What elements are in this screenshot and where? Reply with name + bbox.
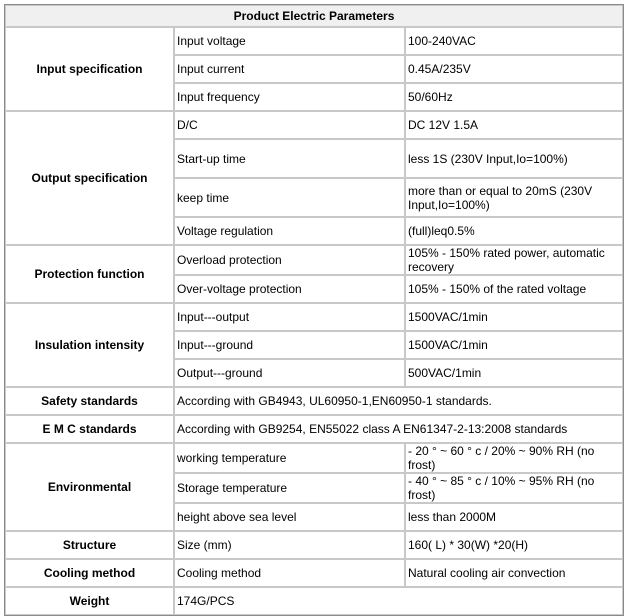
table-row [5, 415, 623, 443]
item-value: 500VAC/1min [405, 359, 623, 387]
category-weight: Weight [5, 587, 174, 615]
item-value: 1500VAC/1min [405, 303, 623, 331]
category-cooling-method: Cooling method [5, 559, 174, 587]
item-value: 1500VAC/1min [405, 331, 623, 359]
item-value: less 1S (230V Input,Io=100%) [405, 139, 623, 178]
item-value: 105% - 150% of the rated voltage [405, 275, 623, 303]
item-value-text: - 20 ° ~ 60 ° c / 20% ~ 90% RH (no frost) [408, 444, 595, 472]
item-label: Input frequency [174, 83, 405, 111]
item-label: Storage temperature [174, 473, 405, 503]
item-label: Input---output [174, 303, 405, 331]
item-label: Over-voltage protection [174, 275, 405, 303]
table-row [5, 387, 623, 415]
table-row [5, 27, 623, 55]
item-value: 100-240VAC [405, 27, 623, 55]
item-value-text: - 40 ° ~ 85 ° c / 10% ~ 95% RH (no frost) [408, 474, 595, 502]
category-output-specification: Output specification [5, 111, 174, 245]
category-input-specification: Input specification [5, 27, 174, 111]
table-row [5, 531, 623, 559]
item-label: Output---ground [174, 359, 405, 387]
item-value [405, 245, 623, 275]
category-structure: Structure [5, 531, 174, 559]
category-insulation-intensity: Insulation intensity [5, 303, 174, 387]
category-environmental: Environmental [5, 443, 174, 531]
title-row [5, 5, 623, 27]
table-row [5, 245, 623, 275]
item-label: Input current [174, 55, 405, 83]
item-value-text: 105% - 150% rated power, automatic recovery [408, 246, 605, 274]
table-row [5, 559, 623, 587]
item-value: 160( L) * 30(W) *20(H) [405, 531, 623, 559]
item-label: Voltage regulation [174, 217, 405, 245]
item-value: Natural cooling air convection [405, 559, 623, 587]
item-label: keep time [174, 178, 405, 217]
product-electric-parameters-table [4, 4, 624, 616]
item-label: height above sea level [174, 503, 405, 531]
item-value: According with GB9254, EN55022 class A EN61347-2-13:2008 standards [174, 415, 623, 443]
category-emc-standards: E M C standards [5, 415, 174, 443]
table-row [5, 303, 623, 331]
item-value: less than 2000M [405, 503, 623, 531]
item-value: (full)leq0.5% [405, 217, 623, 245]
item-value: 174G/PCS [174, 587, 623, 615]
item-value: According with GB4943, UL60950-1,EN60950-1 standards. [174, 387, 623, 415]
item-value [405, 443, 623, 473]
item-label: Size (mm) [174, 531, 405, 559]
table-title: Product Electric Parameters [5, 5, 623, 27]
item-value: more than or equal to 20mS (230V Input,Io=100%) [405, 178, 623, 217]
item-value: 0.45A/235V [405, 55, 623, 83]
item-label: working temperature [174, 443, 405, 473]
item-label: Input voltage [174, 27, 405, 55]
item-label: Start-up time [174, 139, 405, 178]
table-row [5, 443, 623, 473]
table-row [5, 111, 623, 139]
category-safety-standards: Safety standards [5, 387, 174, 415]
item-label: D/C [174, 111, 405, 139]
item-value: 50/60Hz [405, 83, 623, 111]
item-value [405, 473, 623, 503]
item-label: Input---ground [174, 331, 405, 359]
category-protection-function: Protection function [5, 245, 174, 303]
item-value: DC 12V 1.5A [405, 111, 623, 139]
item-label: Overload protection [174, 245, 405, 275]
item-label: Cooling method [174, 559, 405, 587]
